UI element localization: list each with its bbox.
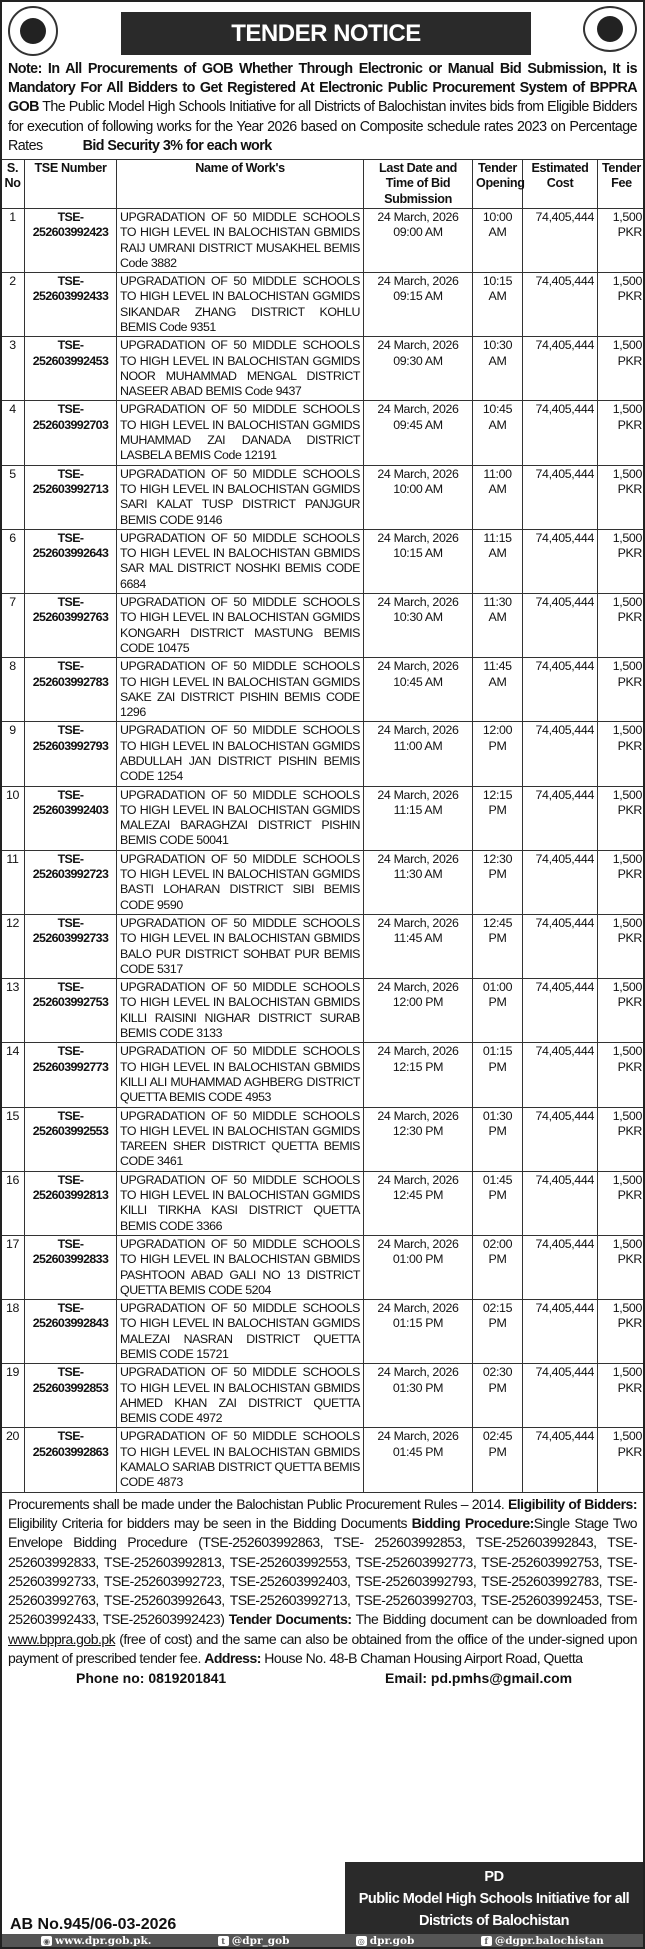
header-tender-fee: Tender Fee xyxy=(598,160,645,209)
pd-organization: Public Model High Schools Initiative for all Districts of Balochistan xyxy=(358,1891,630,1929)
cell-tender-fee: 1,500 PKR xyxy=(598,914,645,978)
cell-last-date: 24 March, 2026 10:15 AM xyxy=(364,529,473,593)
cell-last-date: 24 March, 2026 09:45 AM xyxy=(364,401,473,465)
cell-sno: 3 xyxy=(1,337,25,401)
cell-tender-opening: 10:00 AM xyxy=(473,208,523,272)
header xyxy=(0,0,645,60)
cell-sno: 5 xyxy=(1,465,25,529)
cell-tender-fee: 1,500 PKR xyxy=(598,1300,645,1364)
cell-last-date: 24 March, 2026 12:00 PM xyxy=(364,979,473,1043)
header-tse-number: TSE Number xyxy=(25,160,117,209)
cell-tender-fee: 1,500 PKR xyxy=(598,1043,645,1107)
cell-sno: 17 xyxy=(1,1235,25,1299)
documents-label: Tender Documents: xyxy=(228,1611,352,1628)
cell-last-date: 24 March, 2026 09:30 AM xyxy=(364,337,473,401)
cell-tender-fee: 1,500 PKR xyxy=(598,658,645,722)
header-estimated-cost: Estimated Cost xyxy=(523,160,598,209)
cell-sno: 6 xyxy=(1,529,25,593)
note-bold: Note: In All Procurements of GOB Whether Through Electronic or Manual Bid Submission, It is Mandatory For All Bidders to Get Registered At Electronic Public Procurement System of BPPRA GOB xyxy=(8,61,637,116)
education-seal-logo xyxy=(583,6,637,52)
cell-tse-number: TSE-252603992793 xyxy=(25,722,117,786)
bppra-link[interactable]: www.bppra.gob.pk xyxy=(8,1630,116,1647)
cell-sno: 1 xyxy=(1,208,25,272)
cell-tender-opening: 10:15 AM xyxy=(473,273,523,337)
cell-sno: 13 xyxy=(1,979,25,1043)
cell-estimated-cost: 74,405,444 xyxy=(523,914,598,978)
cell-last-date: 24 March, 2026 09:00 AM xyxy=(364,208,473,272)
cell-tender-opening: 01:30 PM xyxy=(473,1107,523,1171)
cell-sno: 12 xyxy=(1,914,25,978)
cell-work-name: UPGRADATION OF 50 MIDDLE SCHOOLS TO HIGH LEVEL IN BALOCHISTAN GBMIDS KILLI ALI MUHAMMAD AGHBERG DISTRICT QUETTA BEMIS CODE 4953 xyxy=(117,1043,364,1107)
cell-sno: 15 xyxy=(1,1107,25,1171)
cell-sno: 20 xyxy=(1,1428,25,1492)
instagram-icon: ◎ xyxy=(356,1936,367,1946)
header-tender-opening: Tender Opening xyxy=(473,160,523,209)
cell-estimated-cost: 74,405,444 xyxy=(523,786,598,850)
cell-work-name: UPGRADATION OF 50 MIDDLE SCHOOLS TO HIGH LEVEL IN BALOCHISTAN GBMIDS RAIJ UMRANI DISTRICT MUSAKHEL BEMIS Code 3882 xyxy=(117,208,364,272)
cell-tender-fee: 1,500 PKR xyxy=(598,786,645,850)
cell-estimated-cost: 74,405,444 xyxy=(523,337,598,401)
address-text: House No. 48-B Chaman Housing Airport Road, Quetta xyxy=(260,1650,583,1667)
cell-tender-fee: 1,500 PKR xyxy=(598,1428,645,1492)
cell-last-date: 24 March, 2026 01:15 PM xyxy=(364,1300,473,1364)
cell-last-date: 24 March, 2026 10:45 AM xyxy=(364,658,473,722)
eligibility-text: Eligibility Criteria for bidders may be seen in the Bidding Documents xyxy=(8,1514,412,1531)
cell-last-date: 24 March, 2026 01:30 PM xyxy=(364,1364,473,1428)
cell-last-date: 24 March, 2026 11:45 AM xyxy=(364,914,473,978)
cell-estimated-cost: 74,405,444 xyxy=(523,979,598,1043)
cell-tender-opening: 11:15 AM xyxy=(473,529,523,593)
cell-estimated-cost: 74,405,444 xyxy=(523,594,598,658)
cell-tender-fee: 1,500 PKR xyxy=(598,1364,645,1428)
cell-work-name: UPGRADATION OF 50 MIDDLE SCHOOLS TO HIGH LEVEL IN BALOCHISTAN GBMIDS PASHTOON ABAD GALI NO 13 DISTRICT QUETTA BEMIS CODE 5204 xyxy=(117,1235,364,1299)
cell-tender-fee: 1,500 PKR xyxy=(598,1107,645,1171)
pd-title: PD xyxy=(484,1869,504,1885)
cell-tse-number: TSE-252603992843 xyxy=(25,1300,117,1364)
cell-estimated-cost: 74,405,444 xyxy=(523,1364,598,1428)
cell-tender-fee: 1,500 PKR xyxy=(598,979,645,1043)
procedure-text: Single Stage Two Envelope Bidding Procedure (TSE-252603992863, TSE- 252603992853, TSE-252603992843, TSE-252603992833, TSE-252603992813, TSE-252603992553, TSE-252603992773, TSE-252603992753, TSE-252603992733, TSE-252603992723, TSE-252603992403, TSE-252603992793, TSE-252603992783, TSE-252603992763, TSE-252603992643, TSE-252603992713, TSE-252603992703, TSE-252603992453, TSE-252603992433, TSE-252603992423) xyxy=(8,1514,637,1628)
cell-sno: 8 xyxy=(1,658,25,722)
cell-work-name: UPGRADATION OF 50 MIDDLE SCHOOLS TO HIGH LEVEL IN BALOCHISTAN GGMIDS ABDULLAH JAN DISTRICT PISHIN BEMIS CODE 1254 xyxy=(117,722,364,786)
bid-security: Bid Security 3% for each work xyxy=(82,137,272,154)
cell-tender-opening: 02:45 PM xyxy=(473,1428,523,1492)
facebook-icon: f xyxy=(481,1936,492,1946)
cell-estimated-cost: 74,405,444 xyxy=(523,208,598,272)
cell-tender-opening: 12:15 PM xyxy=(473,786,523,850)
cell-tender-fee: 1,500 PKR xyxy=(598,1235,645,1299)
cell-estimated-cost: 74,405,444 xyxy=(523,850,598,914)
cell-tse-number: TSE-252603992723 xyxy=(25,850,117,914)
cell-sno: 10 xyxy=(1,786,25,850)
eligibility-label: Eligibility of Bidders: xyxy=(507,1495,637,1512)
cell-work-name: UPGRADATION OF 50 MIDDLE SCHOOLS TO HIGH LEVEL IN BALOCHISTAN GBMIDS SAR MAL DISTRICT NOSHKI BEMIS CODE 6684 xyxy=(117,529,364,593)
cell-estimated-cost: 74,405,444 xyxy=(523,529,598,593)
cell-sno: 14 xyxy=(1,1043,25,1107)
instagram-handle: dpr.gob xyxy=(369,1934,415,1947)
documents-text-2: (free of cost) and the same can also be obtained from the office of the under-signed upon payment of prescribed tender fee. xyxy=(8,1630,637,1667)
cell-tse-number: TSE-252603992753 xyxy=(25,979,117,1043)
header-sno: S. No xyxy=(1,160,25,209)
cell-last-date: 24 March, 2026 12:30 PM xyxy=(364,1107,473,1171)
cell-estimated-cost: 74,405,444 xyxy=(523,273,598,337)
cell-tse-number: TSE-252603992453 xyxy=(25,337,117,401)
cell-tse-number: TSE-252603992733 xyxy=(25,914,117,978)
cell-last-date: 24 March, 2026 11:30 AM xyxy=(364,850,473,914)
cell-last-date: 24 March, 2026 01:45 PM xyxy=(364,1428,473,1492)
cell-last-date: 24 March, 2026 12:15 PM xyxy=(364,1043,473,1107)
cell-tse-number: TSE-252603992813 xyxy=(25,1171,117,1235)
cell-tender-opening: 10:45 AM xyxy=(473,401,523,465)
cell-estimated-cost: 74,405,444 xyxy=(523,1171,598,1235)
rules-text: Procurements shall be made under the Balochistan Public Procurement Rules – 2014. xyxy=(8,1495,508,1512)
cell-tse-number: TSE-252603992553 xyxy=(25,1107,117,1171)
cell-tender-opening: 02:00 PM xyxy=(473,1235,523,1299)
social-bar xyxy=(2,1934,643,1947)
cell-estimated-cost: 74,405,444 xyxy=(523,1235,598,1299)
cell-work-name: UPGRADATION OF 50 MIDDLE SCHOOLS TO HIGH LEVEL IN BALOCHISTAN GGMIDS NOOR MUHAMMAD MENGAL DISTRICT NASEER ABAD BEMIS Code 9437 xyxy=(117,337,364,401)
cell-estimated-cost: 74,405,444 xyxy=(523,465,598,529)
cell-tender-opening: 12:30 PM xyxy=(473,850,523,914)
cell-tse-number: TSE-252603992433 xyxy=(25,273,117,337)
cell-tender-fee: 1,500 PKR xyxy=(598,722,645,786)
cell-work-name: UPGRADATION OF 50 MIDDLE SCHOOLS TO HIGH LEVEL IN BALOCHISTAN GBMIDS KILLI RAISINI NIGHAR DISTRICT SURAB BEMIS CODE 3133 xyxy=(117,979,364,1043)
cell-tender-fee: 1,500 PKR xyxy=(598,850,645,914)
cell-tender-fee: 1,500 PKR xyxy=(598,337,645,401)
cell-tse-number: TSE-252603992863 xyxy=(25,1428,117,1492)
cell-tse-number: TSE-252603992643 xyxy=(25,529,117,593)
cell-estimated-cost: 74,405,444 xyxy=(523,722,598,786)
cell-tender-opening: 02:15 PM xyxy=(473,1300,523,1364)
cell-estimated-cost: 74,405,444 xyxy=(523,401,598,465)
cell-tse-number: TSE-252603992783 xyxy=(25,658,117,722)
cell-tender-fee: 1,500 PKR xyxy=(598,401,645,465)
cell-estimated-cost: 74,405,444 xyxy=(523,1107,598,1171)
cell-tse-number: TSE-252603992423 xyxy=(25,208,117,272)
cell-last-date: 24 March, 2026 11:00 AM xyxy=(364,722,473,786)
cell-sno: 2 xyxy=(1,273,25,337)
cell-sno: 4 xyxy=(1,401,25,465)
cell-tse-number: TSE-252603992403 xyxy=(25,786,117,850)
cell-tender-opening: 01:00 PM xyxy=(473,979,523,1043)
cell-sno: 9 xyxy=(1,722,25,786)
cell-work-name: UPGRADATION OF 50 MIDDLE SCHOOLS TO HIGH LEVEL IN BALOCHISTAN GGMIDS SAKE ZAI DISTRICT PISHIN BEMIS CODE 1296 xyxy=(117,658,364,722)
phone-number: Phone no: 0819201841 xyxy=(76,1670,227,1687)
globe-icon: ◉ xyxy=(41,1936,52,1946)
cell-tse-number: TSE-252603992833 xyxy=(25,1235,117,1299)
cell-tse-number: TSE-252603992713 xyxy=(25,465,117,529)
ab-number: AB No.945/06-03-2026 xyxy=(10,1916,177,1933)
cell-work-name: UPGRADATION OF 50 MIDDLE SCHOOLS TO HIGH LEVEL IN BALOCHISTAN GGMIDS MALEZAI BARAGHZAI DISTRICT PISHIN BEMIS CODE 50041 xyxy=(117,786,364,850)
cell-estimated-cost: 74,405,444 xyxy=(523,1043,598,1107)
cell-tender-opening: 02:30 PM xyxy=(473,1364,523,1428)
cell-sno: 18 xyxy=(1,1300,25,1364)
twitter-handle: @dpr_gob xyxy=(231,1934,290,1947)
cell-estimated-cost: 74,405,444 xyxy=(523,658,598,722)
website-text: www.dpr.gob.pk. xyxy=(55,1934,152,1947)
cell-work-name: UPGRADATION OF 50 MIDDLE SCHOOLS TO HIGH LEVEL IN BALOCHISTAN GBMIDS KAMALO SARIAB DISTRICT QUETTA BEMIS CODE 4873 xyxy=(117,1428,364,1492)
cell-tender-opening: 11:00 AM xyxy=(473,465,523,529)
cell-last-date: 24 March, 2026 10:00 AM xyxy=(364,465,473,529)
signatory-box xyxy=(345,1862,643,1934)
cell-tender-opening: 10:30 AM xyxy=(473,337,523,401)
cell-work-name: UPGRADATION OF 50 MIDDLE SCHOOLS TO HIGH LEVEL IN BALOCHISTAN GBMIDS AHMED KHAN ZAI DISTRICT QUETTA BEMIS CODE 4972 xyxy=(117,1364,364,1428)
instagram-item[interactable] xyxy=(356,1935,415,1947)
address-label: Address: xyxy=(204,1650,261,1667)
procedure-label: Bidding Procedure: xyxy=(411,1514,534,1531)
cell-tender-fee: 1,500 PKR xyxy=(598,594,645,658)
cell-estimated-cost: 74,405,444 xyxy=(523,1428,598,1492)
facebook-item[interactable] xyxy=(481,1935,604,1947)
cell-tender-opening: 12:00 PM xyxy=(473,722,523,786)
cell-work-name: UPGRADATION OF 50 MIDDLE SCHOOLS TO HIGH LEVEL IN BALOCHISTAN GGMIDS MUHAMMAD ZAI DANADA DISTRICT LASBELA BEMIS Code 12191 xyxy=(117,401,364,465)
cell-estimated-cost: 74,405,444 xyxy=(523,1300,598,1364)
cell-tender-opening: 01:45 PM xyxy=(473,1171,523,1235)
cell-tender-opening: 11:45 AM xyxy=(473,658,523,722)
cell-tender-opening: 12:45 PM xyxy=(473,914,523,978)
cell-last-date: 24 March, 2026 11:15 AM xyxy=(364,786,473,850)
cell-sno: 16 xyxy=(1,1171,25,1235)
govt-emblem-logo xyxy=(8,6,58,56)
page-title: TENDER NOTICE xyxy=(121,12,531,55)
cell-tender-fee: 1,500 PKR xyxy=(598,465,645,529)
email-address: Email: pd.pmhs@gmail.com xyxy=(385,1670,573,1687)
cell-work-name: UPGRADATION OF 50 MIDDLE SCHOOLS TO HIGH LEVEL IN BALOCHISTAN GGMIDS SIKANDAR ZHANG DISTRICT KOHLU BEMIS Code 9351 xyxy=(117,273,364,337)
cell-tender-opening: 01:15 PM xyxy=(473,1043,523,1107)
cell-tse-number: TSE-252603992763 xyxy=(25,594,117,658)
cell-sno: 11 xyxy=(1,850,25,914)
cell-tse-number: TSE-252603992853 xyxy=(25,1364,117,1428)
website-item[interactable] xyxy=(41,1935,151,1947)
twitter-item[interactable] xyxy=(218,1935,290,1947)
cell-work-name: UPGRADATION OF 50 MIDDLE SCHOOLS TO HIGH LEVEL IN BALOCHISTAN GBMIDS BALO PUR DISTRICT SOHBAT PUR BEMIS CODE 5317 xyxy=(117,914,364,978)
note-text: The Public Model High Schools Initiative for all Districts of Balochistan invites bids from Eligible Bidders for execution of following works for the Year 2026 based on Composite schedule rates 2023 on Percentage Rates xyxy=(8,99,637,154)
cell-work-name: UPGRADATION OF 50 MIDDLE SCHOOLS TO HIGH LEVEL IN BALOCHISTAN GGMIDS BASTI LOHARAN DISTRICT SIBI BEMIS CODE 9590 xyxy=(117,850,364,914)
cell-tender-fee: 1,500 PKR xyxy=(598,273,645,337)
cell-work-name: UPGRADATION OF 50 MIDDLE SCHOOLS TO HIGH LEVEL IN BALOCHISTAN GGMIDS SARI KALAT TUSP DISTRICT PANJGUR BEMIS CODE 9146 xyxy=(117,465,364,529)
cell-sno: 19 xyxy=(1,1364,25,1428)
header-work-name: Name of Work's xyxy=(117,160,364,209)
cell-tender-fee: 1,500 PKR xyxy=(598,529,645,593)
cell-work-name: UPGRADATION OF 50 MIDDLE SCHOOLS TO HIGH LEVEL IN BALOCHISTAN GGMIDS MALEZAI NASRAN DISTRICT QUETTA BEMIS CODE 15721 xyxy=(117,1300,364,1364)
cell-tender-opening: 11:30 AM xyxy=(473,594,523,658)
facebook-handle: @dgpr.balochistan xyxy=(494,1934,604,1947)
cell-tender-fee: 1,500 PKR xyxy=(598,1171,645,1235)
documents-text: The Bidding document can be downloaded from xyxy=(351,1611,637,1628)
cell-tse-number: TSE-252603992773 xyxy=(25,1043,117,1107)
cell-tse-number: TSE-252603992703 xyxy=(25,401,117,465)
cell-last-date: 24 March, 2026 12:45 PM xyxy=(364,1171,473,1235)
cell-work-name: UPGRADATION OF 50 MIDDLE SCHOOLS TO HIGH LEVEL IN BALOCHISTAN GGMIDS TAREEN SHER DISTRICT QUETTA BEMIS CODE 3461 xyxy=(117,1107,364,1171)
cell-work-name: UPGRADATION OF 50 MIDDLE SCHOOLS TO HIGH LEVEL IN BALOCHISTAN GGMIDS KONGARH DISTRICT MASTUNG BEMIS CODE 10475 xyxy=(117,594,364,658)
cell-last-date: 24 March, 2026 09:15 AM xyxy=(364,273,473,337)
cell-last-date: 24 March, 2026 01:00 PM xyxy=(364,1235,473,1299)
cell-tender-fee: 1,500 PKR xyxy=(598,208,645,272)
header-last-date: Last Date and Time of Bid Submission xyxy=(364,160,473,209)
contact-line xyxy=(0,1668,645,1690)
cell-last-date: 24 March, 2026 10:30 AM xyxy=(364,594,473,658)
cell-sno: 7 xyxy=(1,594,25,658)
twitter-icon: t xyxy=(218,1936,229,1946)
cell-work-name: UPGRADATION OF 50 MIDDLE SCHOOLS TO HIGH LEVEL IN BALOCHISTAN GGMIDS KILLI TIRKHA KASI DISTRICT QUETTA BEMIS CODE 3366 xyxy=(117,1171,364,1235)
